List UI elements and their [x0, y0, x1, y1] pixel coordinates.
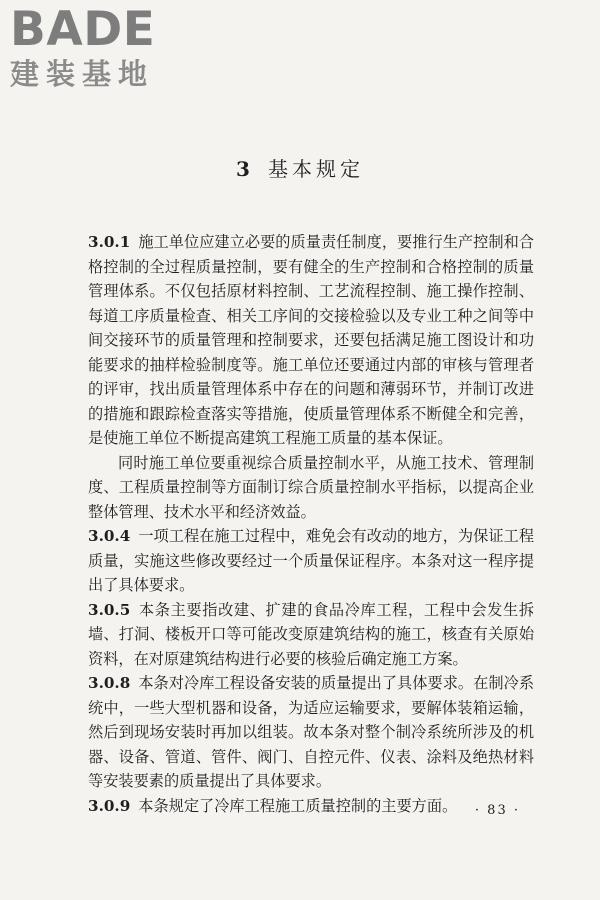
chapter-heading: [0, 154, 600, 184]
page-number: · 83 ·: [474, 803, 520, 818]
clause-number: 3.0.1: [88, 233, 131, 251]
clause-3-0-4: [88, 524, 534, 598]
chapter-number: 3: [236, 157, 254, 181]
clause-3-0-1-continued: [88, 451, 534, 525]
clause-text: 本条主要指改建、扩建的食品冷库工程，工程中会发生拆墙、打洞、楼板开口等可能改变原建筑结构的施工，核查有关原始资料，在对原建筑结构进行必要的核验后确定施工方案。: [88, 600, 534, 668]
clause-text: 本条对冷库工程设备安装的质量提出了具体要求。在制冷系统中，一些大型机器和设备，为适应运输要求，要解体装箱运输，然后到现场安装时再加以组装。故本条对整个制冷系统所涉及的机器、设备、管道、管件、阀门、自控元件、仪表、涂料及绝热材料等安装要素的质量提出了具体要求。: [88, 674, 534, 790]
logo-wordmark: BADE: [10, 2, 156, 57]
logo-subtitle: 建装基地: [10, 57, 155, 91]
clause-3-0-9: [88, 794, 534, 819]
bade-logo: [10, 2, 180, 96]
clause-number: 3.0.9: [88, 796, 131, 815]
clause-text: 本条规定了冷库工程施工质量控制的主要方面。: [138, 796, 458, 815]
clause-text: 一项工程在施工过程中，难免会有改动的地方，为保证工程质量，实施这些修改要经过一个质量保证程序。本条对这一程序提出了具体要求。: [88, 527, 534, 594]
clause-number: 3.0.8: [88, 674, 131, 692]
clause-3-0-1: [88, 230, 534, 451]
clause-text: 施工单位应建立必要的质量责任制度，要推行生产控制和合格控制的全过程质量控制，要有健全的生产控制和合格控制的质量管理体系。不仅包括原材料控制、工艺流程控制、施工操作控制、每道工序质量检查、相关工序间的交接检验以及专业工种之间等中间交接环节的质量管理和控制要求，还要包括满足施工图设计和功能要求的抽样检验制度等。施工单位还要通过内部的审核与管理者的评审，找出质量管理体系中存在的问题和薄弱环节，并制订改进的措施和跟踪检查落实等措施，使质量管理体系不断健全和完善，是使施工单位不断提高建筑工程施工质量的基本保证。: [88, 233, 534, 447]
chapter-title: 基本规定: [267, 157, 364, 181]
clause-3-0-8: [88, 671, 534, 794]
clause-number: 3.0.4: [88, 527, 131, 545]
body-text: [88, 230, 534, 818]
clause-3-0-5: [88, 598, 534, 672]
clause-text: 同时施工单位要重视综合质量控制水平，从施工技术、管理制度、工程质量控制等方面制订综合质量控制水平指标，以提高企业整体管理、技术水平和经济效益。: [88, 453, 534, 521]
clause-number: 3.0.5: [88, 600, 131, 619]
